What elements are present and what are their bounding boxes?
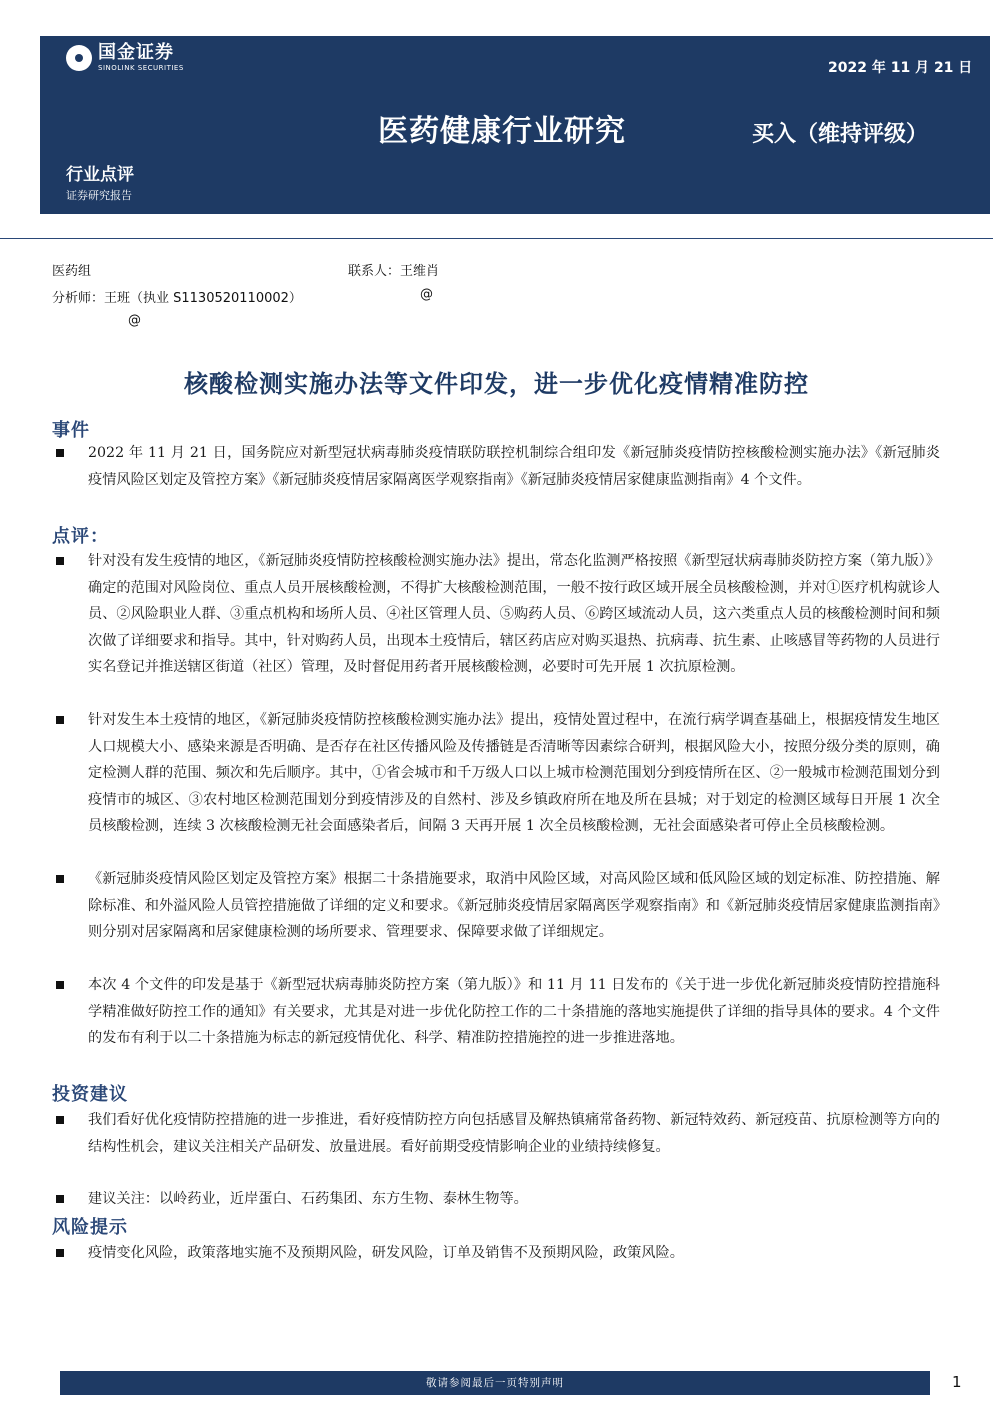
bullet-icon <box>56 449 64 457</box>
footer-bar <box>60 1371 930 1395</box>
page-number: 1 <box>952 1373 962 1391</box>
section-title-investment: 投资建议 <box>52 1084 128 1105</box>
company-logo <box>66 44 184 72</box>
section-title-comment: 点评： <box>52 526 109 547</box>
analyst-line: 分析师：王班（执业 S1130520110002） <box>52 291 302 306</box>
bullet-icon <box>56 1195 64 1203</box>
risk-paragraph: 疫情变化风险，政策落地实施不及预期风险，研发风险，订单及销售不及预期风险，政策风险。 <box>88 1245 684 1261</box>
rating-label: 买入（维持评级） <box>752 122 929 147</box>
comment-paragraph-3: 《新冠肺炎疫情风险区划定及管控方案》根据二十条措施要求，取消中风险区域，对高风险区域和低风险区域的划定标准、防控措施、解除标准、和外溢风险人员管控措施做了详细的定义和要求。《新冠肺炎疫情居家隔离医学观察指南》和《新冠肺炎疫情居家健康监测指南》则分别对居家隔离和居家健康检测的场所要求、管理要求、保障要求做了详细规定。 <box>88 871 940 940</box>
header-divider <box>0 238 993 239</box>
comment-paragraph-1: 针对没有发生疫情的地区，《新冠肺炎疫情防控核酸检测实施办法》提出，常态化监测严格按照《新型冠状病毒肺炎防控方案（第九版）》确定的范围对风险岗位、重点人员开展核酸检测，不得扩大核酸检测范围，一般不按行政区域开展全员核酸检测，并对①医疗机构就诊人员、②风险职业人群、③重点机构和场所人员、④社区管理人员、⑤购药人员、⑥跨区域流动人员，这六类重点人员的核酸检测时间和频次做了详细要求和指导。其中，针对购药人员，出现本土疫情后，辖区药店应对购买退热、抗病毒、抗生素、止咳感冒等药物的人员进行实名登记并推送辖区街道（社区）管理，及时督促用药者开展核酸检测，必要时可先开展 1 次抗原检测。 <box>88 553 940 675</box>
footer-disclaimer-link: 敬请参阅最后一页特别声明 <box>426 1377 564 1389</box>
research-group: 医药组 <box>52 264 92 279</box>
section-title-risk: 风险提示 <box>52 1217 128 1238</box>
bullet-icon <box>56 1249 64 1257</box>
report-date: 2022 年 11 月 21 日 <box>828 60 973 76</box>
report-title: 医药健康行业研究 <box>378 114 626 149</box>
contact-person: 联系人：王维肖 <box>348 264 440 279</box>
bullet-icon <box>56 875 64 883</box>
investment-paragraph-1: 我们看好优化疫情防控措施的进一步推进，看好疫情防控方向包括感冒及解热镇痛常备药物、新冠特效药、新冠疫苗、抗原检测等方向的结构性机会，建议关注相关产品研发、放量进展。看好前期受疫情影响企业的业绩持续修复。 <box>88 1112 940 1155</box>
report-subtype: 证券研究报告 <box>66 189 132 202</box>
section-title-event: 事件 <box>52 420 90 441</box>
article-headline: 核酸检测实施办法等文件印发，进一步优化疫情精准防控 <box>184 370 809 398</box>
report-type: 行业点评 <box>66 165 134 185</box>
bullet-icon <box>56 981 64 989</box>
logo-en-text: SINOLINK SECURITIES <box>98 64 184 72</box>
logo-cn-text: 国金证券 <box>98 42 174 63</box>
comment-paragraph-4: 本次 4 个文件的印发是基于《新型冠状病毒肺炎防控方案（第九版）》和 11 月 11 日发布的《关于进一步优化新冠肺炎疫情防控措施科学精准做好防控工作的通知》有关要求，尤其是对进一步优化防控工作的二十条措施的落地实施提供了详细的指导具体的要求。4 个文件的发布有利于以二十条措施为标志的新冠疫情优化、科学、精准防控措施控的进一步推进落地。 <box>88 977 940 1046</box>
logo-icon <box>66 45 92 71</box>
bullet-icon <box>56 716 64 724</box>
analyst-email: @ <box>420 287 433 302</box>
bullet-icon <box>56 1116 64 1124</box>
analyst-email-2: @ <box>128 313 141 328</box>
bullet-icon <box>56 557 64 565</box>
investment-paragraph-2: 建议关注：以岭药业，近岸蛋白、石药集团、东方生物、泰林生物等。 <box>88 1191 528 1207</box>
comment-paragraph-2: 针对发生本土疫情的地区，《新冠肺炎疫情防控核酸检测实施办法》提出，疫情处置过程中，在流行病学调查基础上，根据疫情发生地区人口规模大小、感染来源是否明确、是否存在社区传播风险及传播链是否清晰等因素综合研判，根据风险大小，按照分级分类的原则，确定检测人群的范围、频次和先后顺序。其中，①省会城市和千万级人口以上城市检测范围划分到疫情所在区、②一般城市检测范围划分到疫情市的城区、③农村地区检测范围划分到疫情涉及的自然村、涉及乡镇政府所在地及所在县城；对于划定的检测区域每日开展 1 次全员核酸检测，连续 3 次核酸检测无社会面感染者后，间隔 3 天再开展 1 次全员核酸检测，无社会面感染者可停止全员核酸检测。 <box>88 712 940 834</box>
event-paragraph: 2022 年 11 月 21 日，国务院应对新型冠状病毒肺炎疫情联防联控机制综合组印发《新冠肺炎疫情防控核酸检测实施办法》《新冠肺炎疫情风险区划定及管控方案》《新冠肺炎疫情居家隔离医学观察指南》《新冠肺炎疫情居家健康监测指南》4 个文件。 <box>88 445 940 488</box>
